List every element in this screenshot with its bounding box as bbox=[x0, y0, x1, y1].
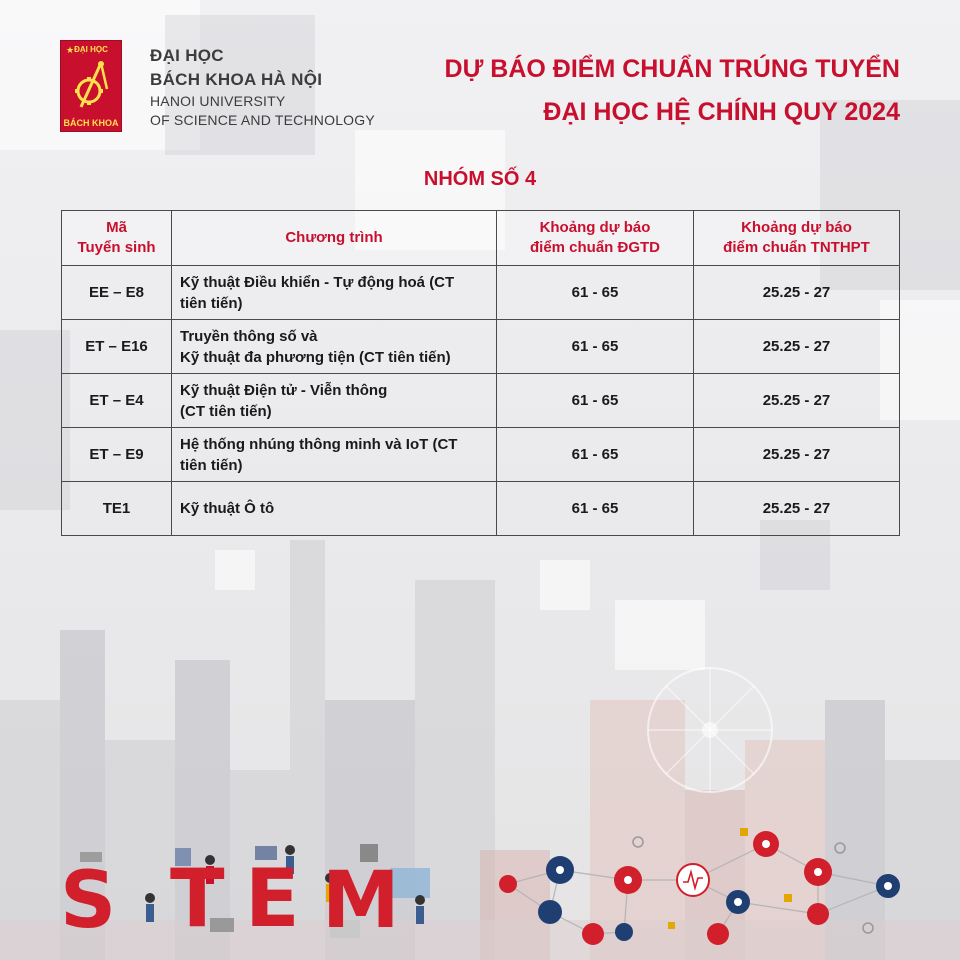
row-program-line2: tiên tiến) bbox=[180, 294, 243, 312]
header-dgtd-line1: Khoảng dự báo bbox=[539, 219, 651, 236]
logo-bottom-text: BÁCH KHOA bbox=[63, 118, 119, 128]
row-program-line1: Kỹ thuật Điều khiển - Tự động hoá (CT bbox=[180, 273, 455, 291]
university-name-en-line1: HANOI UNIVERSITY bbox=[150, 93, 286, 109]
cutoff-table bbox=[61, 210, 899, 536]
table-row bbox=[62, 266, 900, 320]
row-tnthpt: 25.25 - 27 bbox=[694, 266, 900, 320]
row-code: ET – E16 bbox=[62, 320, 172, 374]
row-code: TE1 bbox=[62, 482, 172, 536]
row-tnthpt: 25.25 - 27 bbox=[694, 482, 900, 536]
header-dgtd-line2: điểm chuẩn ĐGTD bbox=[529, 239, 660, 256]
row-program-line1: Kỹ thuật Điện tử - Viễn thông bbox=[180, 381, 388, 399]
row-program-line1: Hệ thống nhúng thông minh và IoT (CT bbox=[180, 435, 458, 453]
stem-letter-m: M bbox=[322, 856, 400, 946]
university-name bbox=[150, 44, 375, 130]
row-program-line2: (CT tiên tiến) bbox=[180, 402, 272, 420]
row-program bbox=[172, 266, 497, 320]
logo-top-text: ĐẠI HỌC bbox=[74, 45, 108, 54]
row-program-line1: Kỹ thuật Ô tô bbox=[180, 500, 275, 517]
stem-letter-s: S bbox=[60, 856, 117, 946]
row-program bbox=[172, 320, 497, 374]
stem-letter-t: T bbox=[170, 852, 225, 945]
header-program: Chương trình bbox=[172, 211, 497, 266]
row-program bbox=[172, 482, 497, 536]
row-program-line2: tiên tiến) bbox=[180, 456, 243, 474]
cutoff-table-grid bbox=[61, 210, 900, 536]
header-tnthpt bbox=[694, 211, 900, 266]
compass-gear-icon bbox=[71, 59, 111, 111]
stem-letter-e: E bbox=[245, 852, 300, 945]
table-row bbox=[62, 374, 900, 428]
row-code: ET – E4 bbox=[62, 374, 172, 428]
row-dgtd: 61 - 65 bbox=[497, 482, 694, 536]
header-code-line2: Tuyển sinh bbox=[77, 239, 156, 256]
row-tnthpt: 25.25 - 27 bbox=[694, 320, 900, 374]
row-dgtd: 61 - 65 bbox=[497, 266, 694, 320]
row-code: ET – E9 bbox=[62, 428, 172, 482]
row-tnthpt: 25.25 - 27 bbox=[694, 374, 900, 428]
university-name-vn-line1: ĐẠI HỌC bbox=[150, 46, 224, 65]
header-tnthpt-line2: điểm chuẩn TNTHPT bbox=[723, 239, 870, 256]
header-code bbox=[62, 211, 172, 266]
header-dgtd bbox=[497, 211, 694, 266]
page-title bbox=[445, 48, 900, 134]
table-header-row bbox=[62, 211, 900, 266]
row-code: EE – E8 bbox=[62, 266, 172, 320]
university-logo bbox=[60, 40, 122, 132]
table-row bbox=[62, 428, 900, 482]
row-tnthpt: 25.25 - 27 bbox=[694, 428, 900, 482]
row-program bbox=[172, 428, 497, 482]
star-icon: ★ bbox=[66, 45, 75, 55]
row-dgtd: 61 - 65 bbox=[497, 428, 694, 482]
table-row bbox=[62, 482, 900, 536]
group-title: NHÓM SỐ 4 bbox=[423, 168, 537, 190]
header-code-line1: Mã bbox=[106, 219, 127, 236]
row-program-line1: Truyền thông số và bbox=[180, 327, 318, 345]
row-dgtd: 61 - 65 bbox=[497, 374, 694, 428]
row-program-line2: Kỹ thuật đa phương tiện (CT tiên tiến) bbox=[180, 348, 451, 366]
table-row bbox=[62, 320, 900, 374]
university-name-en-line2: OF SCIENCE AND TECHNOLOGY bbox=[150, 112, 375, 128]
science-network-icon bbox=[488, 822, 908, 954]
header-tnthpt-line1: Khoảng dự báo bbox=[741, 219, 852, 236]
university-name-vn-line2: BÁCH KHOA HÀ NỘI bbox=[150, 70, 323, 89]
page-title-line2: ĐẠI HỌC HỆ CHÍNH QUY 2024 bbox=[543, 98, 900, 126]
stem-illustration bbox=[60, 838, 440, 948]
row-program bbox=[172, 374, 497, 428]
page-title-line1: DỰ BÁO ĐIỂM CHUẨN TRÚNG TUYỂN bbox=[444, 55, 900, 83]
row-dgtd: 61 - 65 bbox=[497, 320, 694, 374]
